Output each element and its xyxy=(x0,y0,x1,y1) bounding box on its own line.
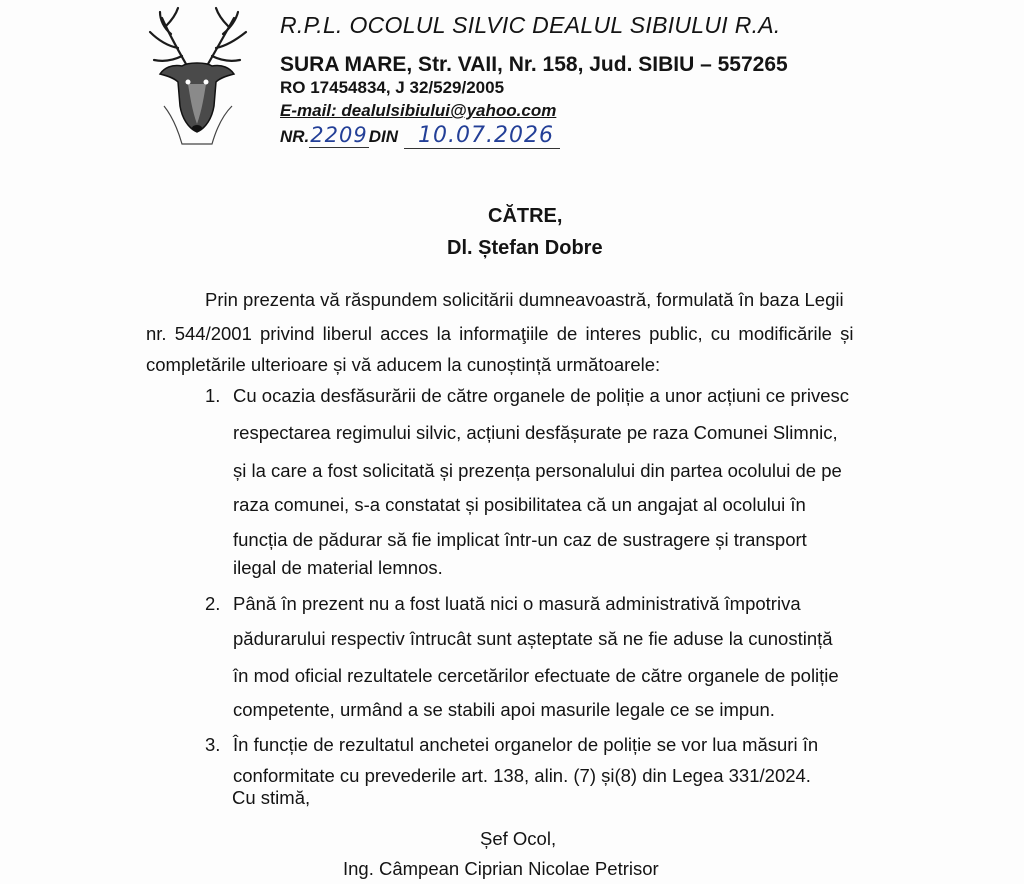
organization-name: R.P.L. OCOLUL SILVIC DEALUL SIBIULUI R.A. xyxy=(280,12,781,38)
list-item-line: pădurarului respectiv întrucât sunt așteptate să ne fie aduse la cunostință xyxy=(233,628,833,649)
deer-head-icon xyxy=(142,6,254,146)
list-item-line: respectarea regimului silvic, acțiuni desfășurate pe raza Comunei Slimnic, xyxy=(233,422,838,443)
closing-salutation: Cu stimă, xyxy=(232,787,311,808)
list-item-number: 2. xyxy=(205,593,221,614)
list-item-line: ilegal de material lemnos. xyxy=(233,557,443,578)
list-item-line: Până în prezent nu a fost luată nici o masură administrativă împotriva xyxy=(233,593,801,614)
nr-label: NR. xyxy=(280,127,310,146)
list-item-number: 1. xyxy=(205,385,221,406)
signer-name: Ing. Câmpean Ciprian Nicolae Petrisor xyxy=(343,858,659,879)
list-item-line: competente, urmând a se stabili apoi masurile legale ce se impun. xyxy=(233,699,775,720)
handwritten-date: 10.07.2026 xyxy=(404,123,560,149)
signer-role: Șef Ocol, xyxy=(480,828,557,849)
registration-number: RO 17454834, J 32/529/2005 xyxy=(280,78,505,97)
list-item-line: raza comunei, s-a constatat și posibilitatea că un angajat al ocolului în xyxy=(233,494,806,515)
organization-address: SURA MARE, Str. VAII, Nr. 158, Jud. SIBIU – 557265 xyxy=(280,53,788,76)
recipient-name: Dl. Ștefan Dobre xyxy=(447,237,603,259)
list-item-line: și la care a fost solicitată și prezența personalului din partea ocolului de pe xyxy=(233,460,842,481)
list-item-line: funcția de pădurar să fie implicat într-un caz de sustragere și transport xyxy=(233,529,807,550)
list-item-line: conformitate cu prevederile art. 138, alin. (7) și(8) din Legea 331/2024. xyxy=(233,765,811,786)
list-item-number: 3. xyxy=(205,734,221,755)
list-item-line: În funcție de rezultatul anchetei organelor de poliție se vor lua măsuri în xyxy=(233,734,819,755)
handwritten-number: 2209 xyxy=(310,123,368,147)
document-number-line xyxy=(280,123,560,149)
recipient-heading: CĂTRE, xyxy=(488,205,563,227)
din-label: DIN xyxy=(368,127,399,146)
list-item-line: Cu ocazia desfăsurării de către organele de poliție a unor acțiuni ce privesc xyxy=(233,385,849,406)
intro-line: nr. 544/2001 privind liberul acces la informaţiile de interes public, cu modificările și xyxy=(146,323,854,344)
list-item-line: în mod oficial rezultatele cercetărilor efectuate de către organele de poliție xyxy=(233,665,839,686)
organization-email: E-mail: dealulsibiului@yahoo.com xyxy=(280,101,557,120)
intro-line: completările ulterioare și vă aducem la cunoștință următoarele: xyxy=(146,354,661,375)
intro-line: Prin prezenta vă răspundem solicitării dumneavoastră, formulată în baza Legii xyxy=(205,289,844,310)
